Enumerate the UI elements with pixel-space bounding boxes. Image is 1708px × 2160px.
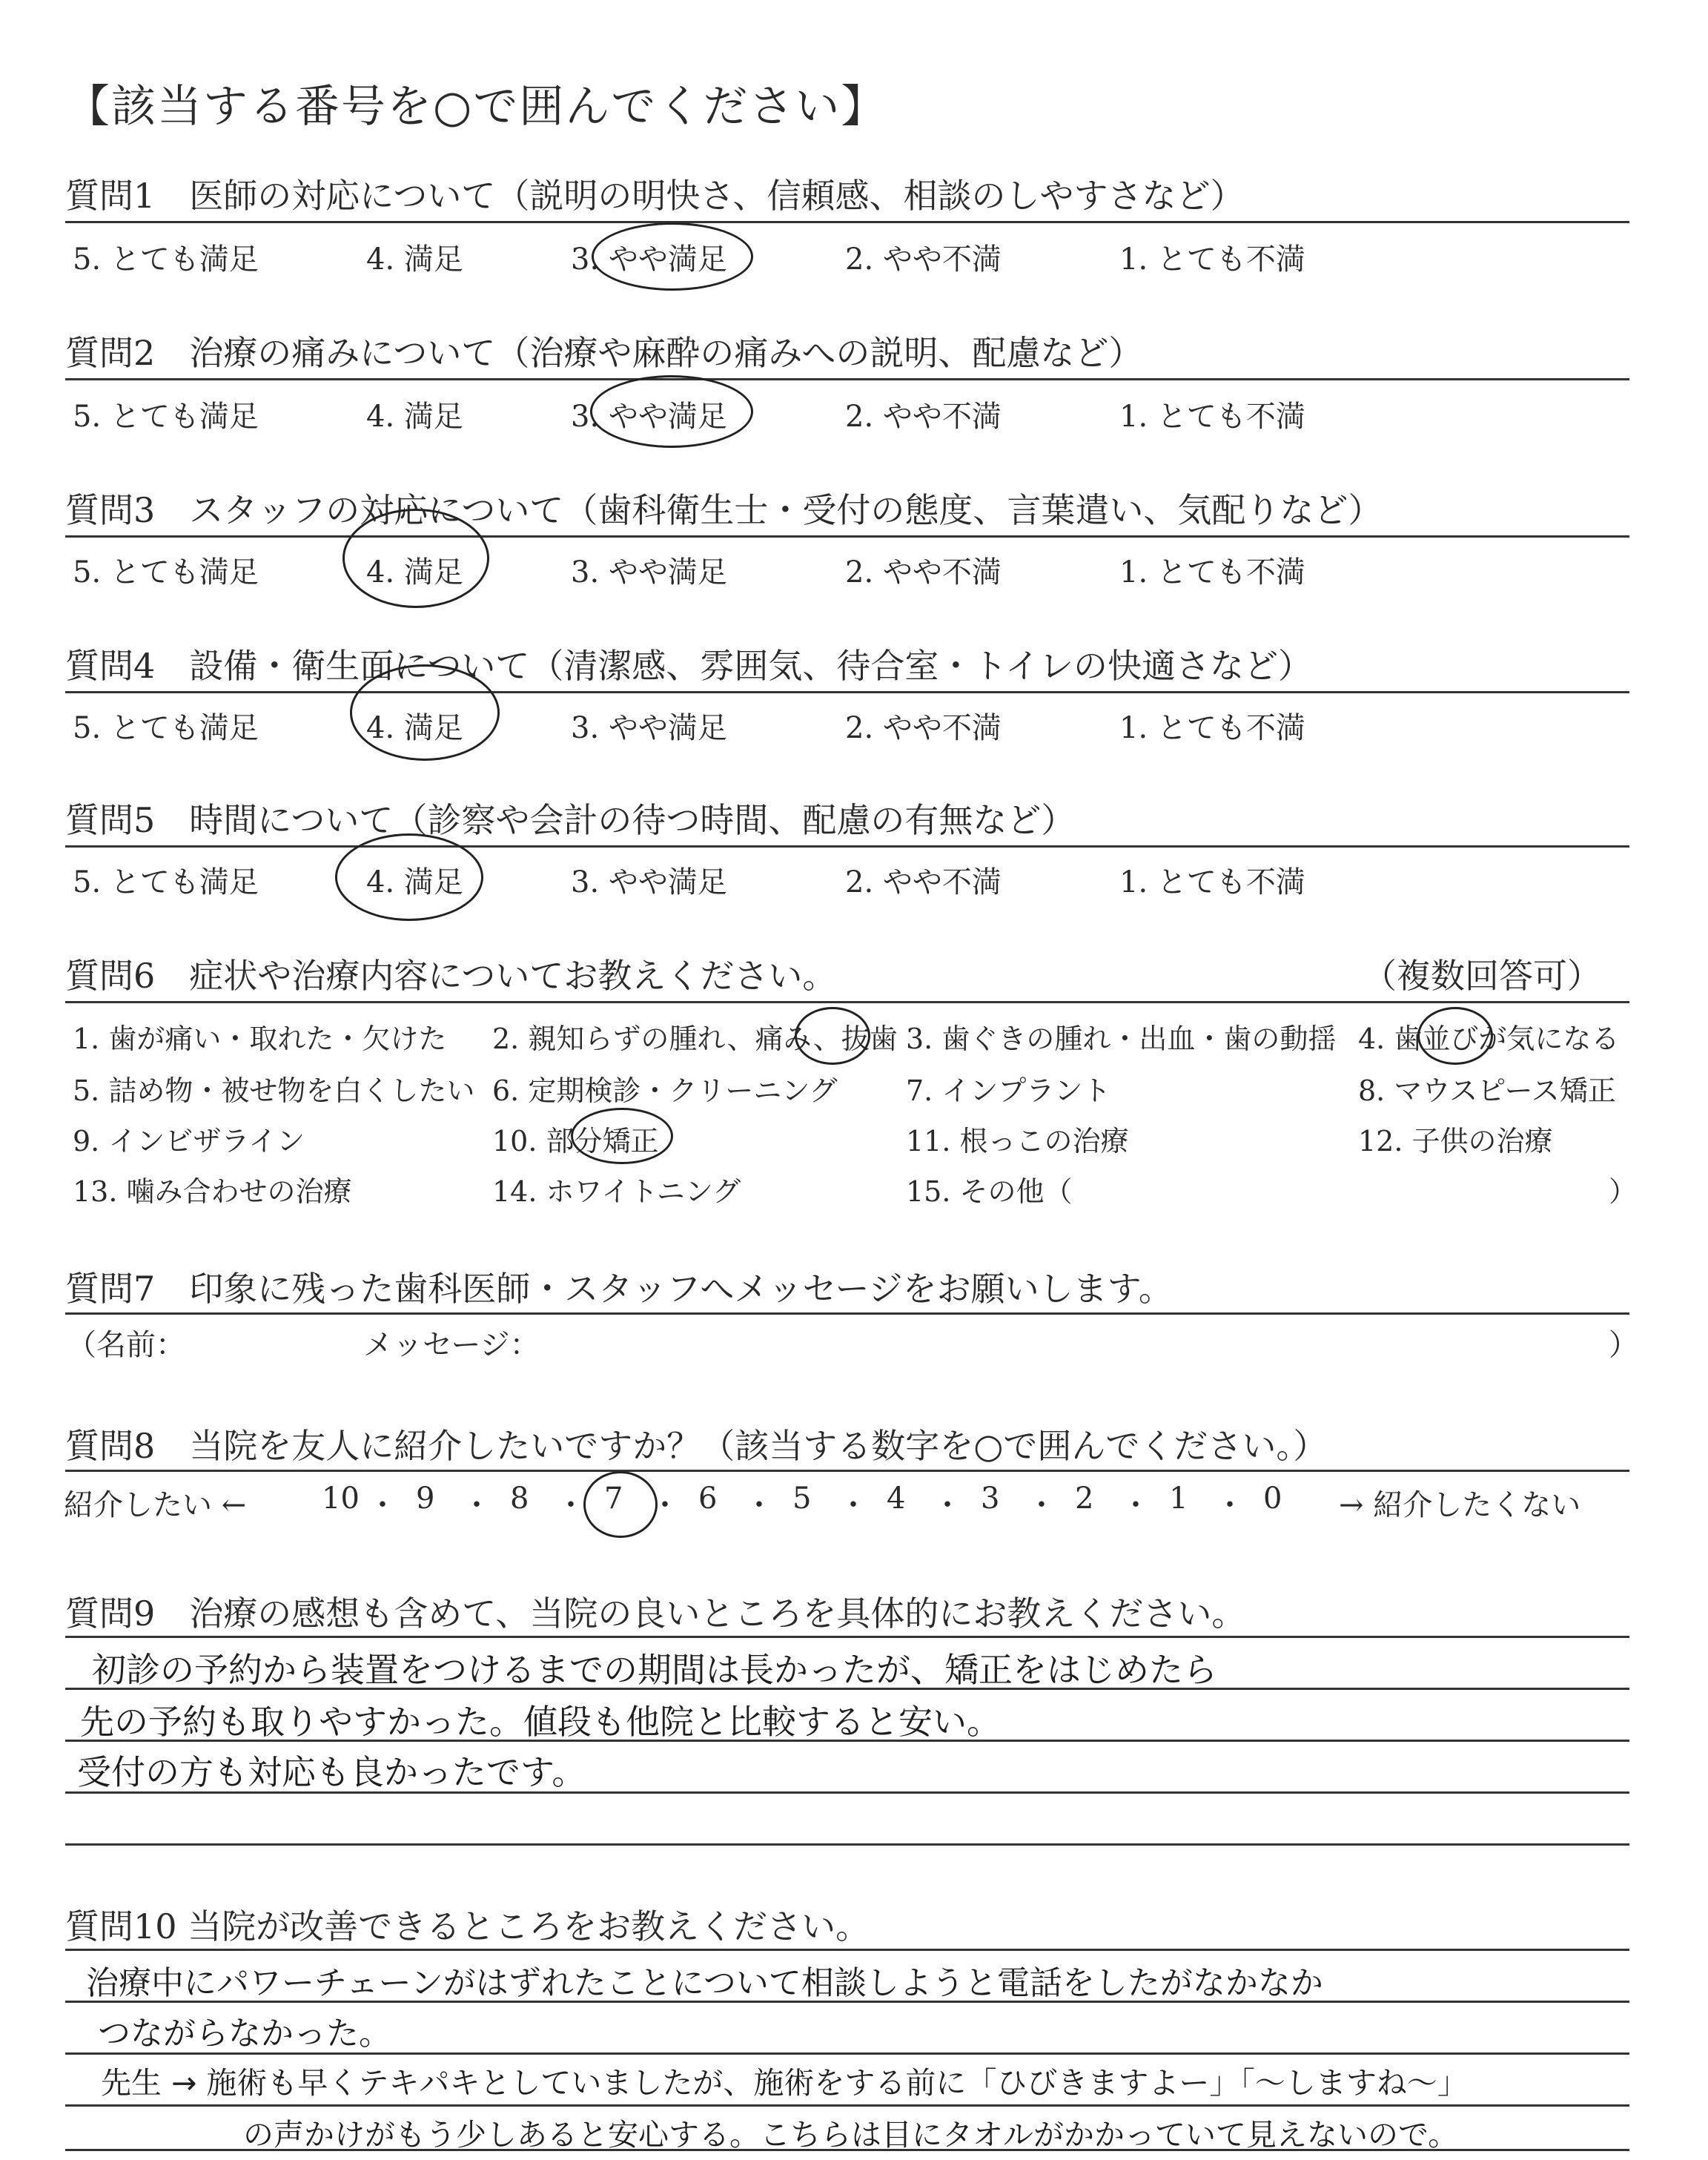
q8-scale-value-9[interactable]: 9	[416, 1482, 435, 1516]
q6-item-11[interactable]: 11. 根っこの治療	[906, 1125, 1129, 1157]
q4-option-2[interactable]: 2. やや不満	[845, 711, 1002, 745]
q4-option-3[interactable]: 3. やや満足	[571, 711, 727, 745]
q8-scale-value-3[interactable]: 3	[981, 1482, 1000, 1516]
q2-option-1[interactable]: 1. とても不満	[1119, 400, 1305, 434]
q2-option-2[interactable]: 2. やや不満	[845, 400, 1002, 434]
q9-rule-0	[65, 1636, 1629, 1638]
q2-option-5[interactable]: 5. とても満足	[73, 400, 259, 434]
q2-label: 質問2 治療の痛みについて（治療や麻酔の痛みへの説明、配慮など）	[65, 333, 1143, 373]
q9-answer-line-1: 初診の予約から装置をつけるまでの期間は長かったが、矯正をはじめたら	[92, 1650, 1217, 1690]
q4-option-4[interactable]: 4. 満足	[366, 711, 463, 745]
q8-right-label: → 紹介したくない	[1339, 1488, 1581, 1522]
q8-scale-separator: ・	[1121, 1488, 1151, 1522]
q8-scale-separator: ・	[1215, 1488, 1245, 1522]
q10-answer-line-2: つながらなかった。	[98, 2015, 391, 2052]
q6-item-4[interactable]: 4. 歯並びが気になる	[1358, 1023, 1620, 1055]
q6-note: （複数回答可）	[1363, 956, 1601, 996]
q6-item-6[interactable]: 6. 定期検診・クリーニング	[492, 1074, 838, 1107]
q5-option-5[interactable]: 5. とても満足	[73, 865, 259, 899]
q8-scale-value-1[interactable]: 1	[1169, 1482, 1188, 1516]
q6-rule	[65, 1001, 1629, 1003]
q7-close-paren: ）	[1609, 1328, 1638, 1362]
q6-item-13[interactable]: 13. 噛み合わせの治療	[73, 1175, 352, 1208]
q8-scale-value-0[interactable]: 0	[1263, 1482, 1282, 1516]
q5-option-4[interactable]: 4. 満足	[366, 865, 463, 899]
q1-option-1[interactable]: 1. とても不満	[1119, 242, 1305, 277]
q10-label: 質問10 当院が改善できるところをお教えください。	[65, 1906, 870, 1946]
q8-label: 質問8 当院を友人に紹介したいですか？（該当する数字を○で囲んでください。）	[65, 1426, 1328, 1466]
q1-option-5[interactable]: 5. とても満足	[73, 242, 259, 277]
q2-option-4[interactable]: 4. 満足	[366, 400, 463, 434]
q1-option-4[interactable]: 4. 満足	[366, 242, 463, 277]
q8-scale-value-6[interactable]: 6	[698, 1482, 718, 1516]
q3-option-2[interactable]: 2. やや不満	[845, 555, 1002, 589]
q1-rule	[65, 221, 1629, 223]
q7-label: 質問7 印象に残った歯科医師・スタッフへメッセージをお願いします。	[65, 1269, 1173, 1309]
q9-rule-4	[65, 1843, 1629, 1846]
q5-selection-circle	[335, 833, 483, 921]
q7-message-label: メッセージ：	[363, 1328, 540, 1362]
q6-item-14[interactable]: 14. ホワイトニング	[492, 1175, 741, 1208]
q8-scale-value-8[interactable]: 8	[510, 1482, 529, 1516]
q3-label: 質問3 スタッフの対応について（歯科衛生士・受付の態度、言葉遣い、気配りなど）	[65, 490, 1383, 530]
q2-selection-circle	[590, 375, 753, 448]
q8-scale-separator: ・	[933, 1488, 962, 1522]
q8-left-label: 紹介したい ←	[64, 1488, 247, 1522]
q9-answer-line-3: 受付の方も対応も良かったです。	[77, 1752, 586, 1792]
q7-name-label: （名前：	[67, 1328, 185, 1362]
q3-option-4[interactable]: 4. 満足	[366, 555, 463, 589]
q8-scale-value-2[interactable]: 2	[1075, 1482, 1094, 1516]
q4-label: 質問4 設備・衛生面について（清潔感、雰囲気、待合室・トイレの快適さなど）	[65, 646, 1313, 686]
q9-answer-line-2: 先の予約も取りやすかった。値段も他院と比較すると安い。	[80, 1702, 1001, 1742]
q7-rule	[65, 1312, 1629, 1315]
q8-scale-separator: ・	[462, 1488, 491, 1522]
q3-option-3[interactable]: 3. やや満足	[571, 555, 727, 589]
q3-option-5[interactable]: 5. とても満足	[73, 555, 259, 589]
q8-scale-separator: ・	[650, 1488, 680, 1522]
q10-answer-line-3: 先生 → 施術も早くテキパキとしていましたが、施術をする前に「ひびきますよー」「～しますね～」	[101, 2065, 1468, 2101]
q6-item-10[interactable]: 10. 部分矯正	[492, 1125, 659, 1157]
q6-item-15[interactable]: 15. その他（	[906, 1175, 1073, 1208]
q4-option-5[interactable]: 5. とても満足	[73, 711, 259, 745]
q6-label: 質問6 症状や治療内容についてお教えください。	[65, 956, 837, 996]
q8-scale-value-5[interactable]: 5	[792, 1482, 812, 1516]
q1-option-3[interactable]: 3. やや満足	[571, 242, 727, 277]
q4-rule	[65, 691, 1629, 693]
page-title: 【該当する番号を○で囲んでください】	[65, 81, 887, 133]
q1-selection-circle	[592, 222, 753, 291]
q10-answer-line-1: 治療中にパワーチェーンがはずれたことについて相談しようと電話をしたがなかなか	[86, 1964, 1323, 2002]
q3-option-1[interactable]: 1. とても不満	[1119, 555, 1305, 589]
q1-label: 質問1 医師の対応について（説明の明快さ、信頼感、相談のしやすさなど）	[65, 176, 1245, 216]
q6-item-9[interactable]: 9. インビザライン	[73, 1125, 305, 1157]
q8-selection-circle	[583, 1471, 658, 1538]
q4-selection-circle	[350, 664, 500, 761]
q2-option-3[interactable]: 3. やや満足	[571, 400, 727, 434]
q10-rule-0	[65, 1949, 1629, 1951]
q6-item-7[interactable]: 7. インプラント	[906, 1074, 1111, 1107]
q6-selection-circle-alignment	[1417, 1007, 1493, 1065]
q6-selection-circle-extraction	[795, 1007, 870, 1065]
q5-option-2[interactable]: 2. やや不満	[845, 865, 1002, 899]
q8-scale-separator: ・	[838, 1488, 868, 1522]
q3-rule	[65, 535, 1629, 538]
q1-option-2[interactable]: 2. やや不満	[845, 242, 1002, 277]
q6-item-8[interactable]: 8. マウスピース矯正	[1358, 1074, 1616, 1107]
q8-scale-value-7[interactable]: 7	[604, 1482, 623, 1516]
q3-selection-circle	[342, 509, 489, 608]
q6-item-15-close: ）	[1609, 1175, 1638, 1208]
q8-scale-separator: ・	[1027, 1488, 1056, 1522]
q8-scale-separator: ・	[744, 1488, 774, 1522]
q6-item-5[interactable]: 5. 詰め物・被せ物を白くしたい	[73, 1074, 475, 1107]
q8-scale-separator: ・	[368, 1488, 397, 1522]
q5-option-1[interactable]: 1. とても不満	[1119, 865, 1305, 899]
q6-item-12[interactable]: 12. 子供の治療	[1358, 1125, 1553, 1157]
q6-item-2[interactable]: 2. 親知らずの腫れ、痛み、抜歯	[492, 1023, 898, 1055]
q2-rule	[65, 378, 1629, 380]
q8-scale-value-4[interactable]: 4	[887, 1482, 906, 1516]
q10-answer-line-4: の声かけがもう少しあると安心する。こちらは目にタオルがかかっていて見えないので。	[243, 2117, 1459, 2153]
q6-selection-circle-partial-ortho	[571, 1108, 673, 1164]
q6-item-1[interactable]: 1. 歯が痛い・取れた・欠けた	[73, 1023, 447, 1055]
q8-rule	[65, 1470, 1629, 1472]
q10-rule-3	[65, 2104, 1629, 2107]
q6-item-3[interactable]: 3. 歯ぐきの腫れ・出血・歯の動揺	[906, 1023, 1337, 1055]
q4-option-1[interactable]: 1. とても不満	[1119, 711, 1305, 745]
q5-rule	[65, 845, 1629, 848]
q5-option-3[interactable]: 3. やや満足	[571, 865, 727, 899]
q8-scale-value-10[interactable]: 10	[322, 1482, 360, 1516]
q8-scale-separator: ・	[556, 1488, 586, 1522]
q5-label: 質問5 時間について（診察や会計の待つ時間、配慮の有無など）	[65, 800, 1076, 840]
q9-label: 質問9 治療の感想も含めて、当院の良いところを具体的にお教えください。	[65, 1593, 1246, 1634]
